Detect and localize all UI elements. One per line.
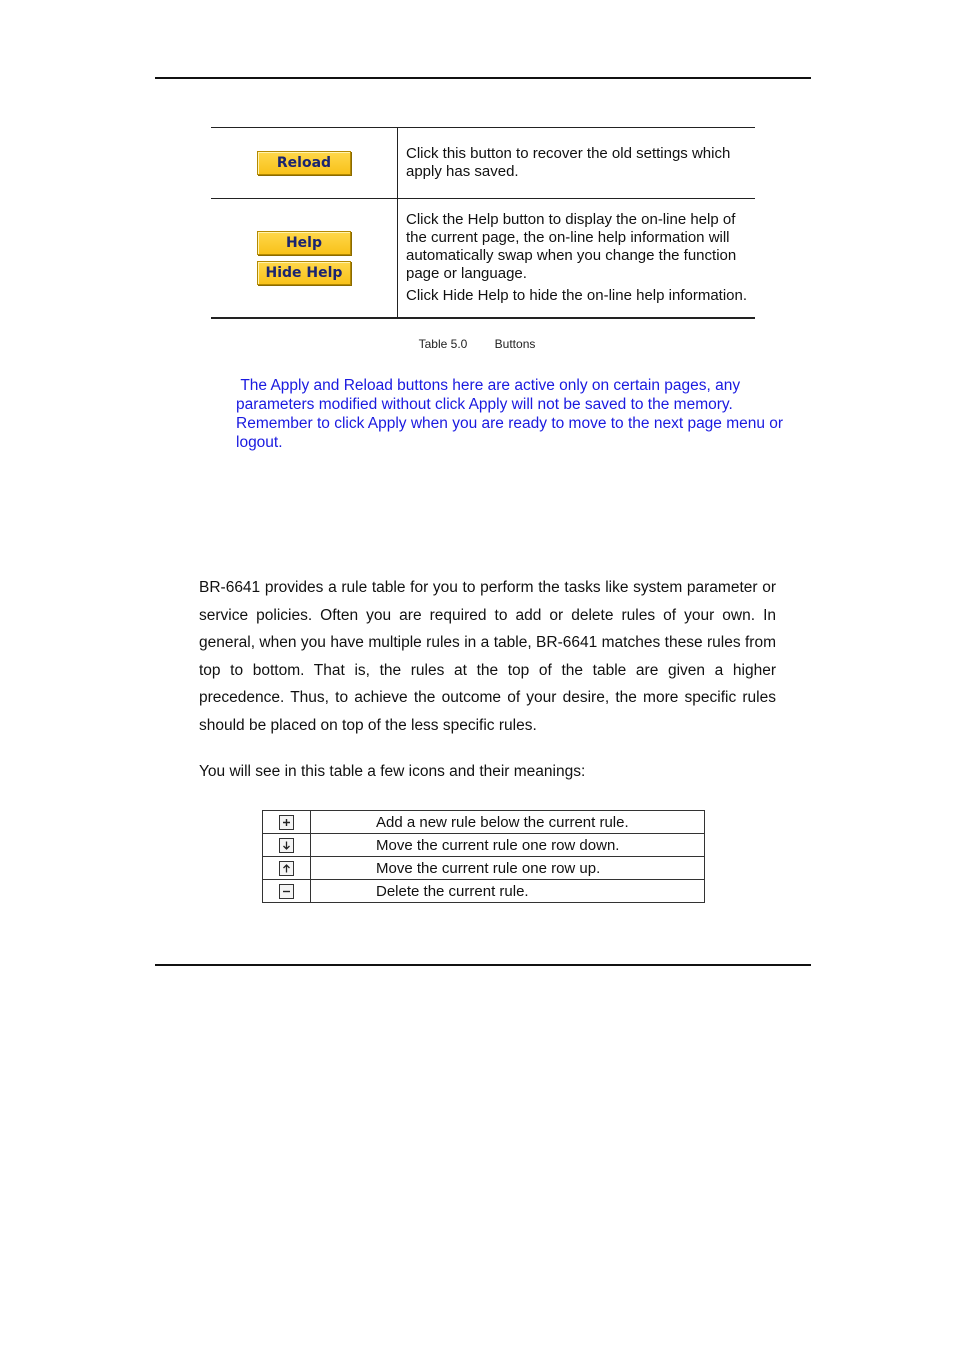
reload-description: Click this button to recover the old settings which apply has saved. xyxy=(406,145,731,180)
move-up-icon[interactable] xyxy=(279,861,294,876)
help-button[interactable]: Help xyxy=(257,231,351,255)
delete-rule-icon[interactable] xyxy=(279,884,294,899)
icons-intro: You will see in this table a few icons and their meanings: xyxy=(199,763,586,780)
help-description: Click the Help button to display the on-line help of the current page, the on-line help information will automatically swap when you change the function page or language. xyxy=(406,211,737,282)
table-caption xyxy=(0,337,954,351)
buttons-table xyxy=(211,127,755,319)
description-cell xyxy=(398,199,756,319)
button-cell xyxy=(211,199,398,319)
icons-table xyxy=(262,810,705,903)
reload-button[interactable]: Reload xyxy=(257,151,351,175)
hide-help-button[interactable]: Hide Help xyxy=(257,261,351,285)
table-row xyxy=(211,199,755,319)
caption-number: Table 5.0 xyxy=(418,337,468,351)
table-row xyxy=(263,834,705,857)
add-rule-icon[interactable] xyxy=(279,815,294,830)
intro-paragraph: BR-6641 provides a rule table for you to perform the tasks like system parameter or service policies. Often you are required to add or delete rules of your own. In general, when you have multiple rules in a table, BR-6641 matches these rules from top to bottom. That is, the rules at the top of the table are given a higher precedence. Thus, to achieve the outcome of your desire, the more specific rules should be placed on top of the less specific rules. xyxy=(199,579,776,734)
hide-help-description: Click Hide Help to hide the on-line help information. xyxy=(406,287,748,304)
icon-meaning: Move the current rule one row down. xyxy=(311,834,705,857)
table-row xyxy=(263,857,705,880)
table-row xyxy=(263,880,705,903)
button-cell xyxy=(211,128,398,199)
icon-meaning: Delete the current rule. xyxy=(311,880,705,903)
note-text: The Apply and Reload buttons here are active only on certain pages, any parameters modified without click Apply will not be saved to the memory. Remember to click Apply when you are ready to move to the next page menu or logout. xyxy=(236,377,788,451)
footer-rule xyxy=(155,964,811,966)
caption-title: Buttons xyxy=(494,337,536,351)
header-rule xyxy=(155,77,811,79)
icon-meaning: Add a new rule below the current rule. xyxy=(311,811,705,834)
icon-meaning: Move the current rule one row up. xyxy=(311,857,705,880)
move-down-icon[interactable] xyxy=(279,838,294,853)
table-row xyxy=(211,128,755,199)
table-row xyxy=(263,811,705,834)
description-cell xyxy=(398,128,756,199)
